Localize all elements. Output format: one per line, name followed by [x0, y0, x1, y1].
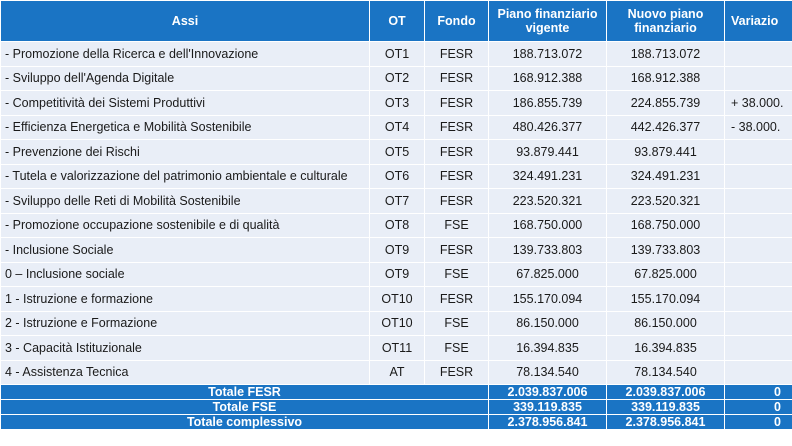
table-row — [1, 213, 792, 238]
row-vigente-cell: 168.912.388 — [489, 66, 607, 91]
row-ot-cell: OT3 — [370, 91, 425, 116]
row-asse-cell: - Sviluppo delle Reti di Mobilità Sostenibile — [1, 189, 370, 214]
row-fondo-cell: FESR — [425, 164, 489, 189]
row-nuovo-cell: 93.879.441 — [607, 140, 725, 165]
row-asse-cell: 4 - Assistenza Tecnica — [1, 360, 370, 385]
row-ot-cell: AT — [370, 360, 425, 385]
row-vigente-cell: 78.134.540 — [489, 360, 607, 385]
header-assi: Assi — [1, 1, 370, 42]
table-row — [1, 336, 792, 361]
row-ot-cell: OT1 — [370, 42, 425, 67]
row-fondo-cell: FESR — [425, 238, 489, 263]
row-vigente-cell: 93.879.441 — [489, 140, 607, 165]
row-vigente-cell: 16.394.835 — [489, 336, 607, 361]
total-row — [1, 400, 792, 415]
row-fondo-cell: FESR — [425, 66, 489, 91]
row-ot-cell: OT6 — [370, 164, 425, 189]
row-asse-cell: - Promozione della Ricerca e dell'Innovazione — [1, 42, 370, 67]
row-fondo-cell: FSE — [425, 213, 489, 238]
row-asse-cell: - Sviluppo dell'Agenda Digitale — [1, 66, 370, 91]
total-variazione-cell: 0 — [725, 415, 792, 430]
row-nuovo-cell: 139.733.803 — [607, 238, 725, 263]
row-fondo-cell: FESR — [425, 140, 489, 165]
row-variazione-cell — [725, 262, 792, 287]
table-row — [1, 189, 792, 214]
row-vigente-cell: 86.150.000 — [489, 311, 607, 336]
row-vigente-cell: 188.713.072 — [489, 42, 607, 67]
row-variazione-cell — [725, 360, 792, 385]
table-row — [1, 66, 792, 91]
total-vigente-cell: 2.039.837.006 — [489, 385, 607, 400]
total-label: Totale complessivo — [1, 415, 489, 430]
total-label: Totale FSE — [1, 400, 489, 415]
header-row — [1, 1, 792, 42]
row-ot-cell: OT4 — [370, 115, 425, 140]
total-vigente-cell: 339.119.835 — [489, 400, 607, 415]
row-variazione-cell — [725, 164, 792, 189]
row-nuovo-cell: 224.855.739 — [607, 91, 725, 116]
table-row — [1, 42, 792, 67]
table-row — [1, 311, 792, 336]
row-asse-cell: 3 - Capacità Istituzionale — [1, 336, 370, 361]
row-variazione-cell — [725, 336, 792, 361]
table-row — [1, 140, 792, 165]
row-fondo-cell: FESR — [425, 189, 489, 214]
total-nuovo-cell: 2.039.837.006 — [607, 385, 725, 400]
total-vigente-cell: 2.378.956.841 — [489, 415, 607, 430]
header-fondo: Fondo — [425, 1, 489, 42]
row-nuovo-cell: 223.520.321 — [607, 189, 725, 214]
table-row — [1, 164, 792, 189]
row-variazione-cell — [725, 140, 792, 165]
total-row — [1, 385, 792, 400]
row-nuovo-cell: 442.426.377 — [607, 115, 725, 140]
row-asse-cell: 0 – Inclusione sociale — [1, 262, 370, 287]
row-vigente-cell: 168.750.000 — [489, 213, 607, 238]
row-asse-cell: - Inclusione Sociale — [1, 238, 370, 263]
row-nuovo-cell: 78.134.540 — [607, 360, 725, 385]
row-variazione-cell — [725, 287, 792, 312]
row-vigente-cell: 223.520.321 — [489, 189, 607, 214]
header-variazione: Variazio — [725, 1, 792, 42]
row-fondo-cell: FSE — [425, 262, 489, 287]
row-asse-cell: - Promozione occupazione sostenibile e di qualità — [1, 213, 370, 238]
row-variazione-cell — [725, 213, 792, 238]
row-nuovo-cell: 168.750.000 — [607, 213, 725, 238]
row-variazione-cell — [725, 189, 792, 214]
row-ot-cell: OT10 — [370, 311, 425, 336]
row-asse-cell: 1 - Istruzione e formazione — [1, 287, 370, 312]
row-variazione-cell: + 38.000. — [725, 91, 792, 116]
total-row — [1, 415, 792, 430]
total-nuovo-cell: 2.378.956.841 — [607, 415, 725, 430]
row-vigente-cell: 480.426.377 — [489, 115, 607, 140]
row-fondo-cell: FSE — [425, 311, 489, 336]
row-asse-cell: - Competitività dei Sistemi Produttivi — [1, 91, 370, 116]
row-vigente-cell: 186.855.739 — [489, 91, 607, 116]
header-piano-vigente: Piano finanziario vigente — [489, 1, 607, 42]
row-nuovo-cell: 324.491.231 — [607, 164, 725, 189]
table-row — [1, 262, 792, 287]
total-nuovo-cell: 339.119.835 — [607, 400, 725, 415]
row-ot-cell: OT11 — [370, 336, 425, 361]
row-fondo-cell: FSE — [425, 336, 489, 361]
row-vigente-cell: 324.491.231 — [489, 164, 607, 189]
total-variazione-cell: 0 — [725, 400, 792, 415]
row-nuovo-cell: 155.170.094 — [607, 287, 725, 312]
total-label: Totale FESR — [1, 385, 489, 400]
table-row — [1, 115, 792, 140]
row-ot-cell: OT5 — [370, 140, 425, 165]
row-variazione-cell: - 38.000. — [725, 115, 792, 140]
total-variazione-cell: 0 — [725, 385, 792, 400]
table-row — [1, 91, 792, 116]
row-nuovo-cell: 188.713.072 — [607, 42, 725, 67]
header-nuovo-piano: Nuovo piano finanziario — [607, 1, 725, 42]
row-variazione-cell — [725, 238, 792, 263]
row-nuovo-cell: 67.825.000 — [607, 262, 725, 287]
row-nuovo-cell: 86.150.000 — [607, 311, 725, 336]
row-asse-cell: - Tutela e valorizzazione del patrimonio ambientale e culturale — [1, 164, 370, 189]
row-fondo-cell: FESR — [425, 115, 489, 140]
row-variazione-cell — [725, 311, 792, 336]
row-ot-cell: OT7 — [370, 189, 425, 214]
row-fondo-cell: FESR — [425, 360, 489, 385]
row-ot-cell: OT10 — [370, 287, 425, 312]
row-ot-cell: OT8 — [370, 213, 425, 238]
row-fondo-cell: FESR — [425, 42, 489, 67]
row-vigente-cell: 139.733.803 — [489, 238, 607, 263]
row-ot-cell: OT2 — [370, 66, 425, 91]
row-ot-cell: OT9 — [370, 238, 425, 263]
row-asse-cell: 2 - Istruzione e Formazione — [1, 311, 370, 336]
row-asse-cell: - Prevenzione dei Rischi — [1, 140, 370, 165]
row-nuovo-cell: 16.394.835 — [607, 336, 725, 361]
table-row — [1, 238, 792, 263]
row-variazione-cell — [725, 42, 792, 67]
row-asse-cell: - Efficienza Energetica e Mobilità Sostenibile — [1, 115, 370, 140]
row-fondo-cell: FESR — [425, 287, 489, 312]
row-ot-cell: OT9 — [370, 262, 425, 287]
row-fondo-cell: FESR — [425, 91, 489, 116]
row-vigente-cell: 155.170.094 — [489, 287, 607, 312]
row-nuovo-cell: 168.912.388 — [607, 66, 725, 91]
header-ot: OT — [370, 1, 425, 42]
row-variazione-cell — [725, 66, 792, 91]
row-vigente-cell: 67.825.000 — [489, 262, 607, 287]
table-row — [1, 360, 792, 385]
table-row — [1, 287, 792, 312]
